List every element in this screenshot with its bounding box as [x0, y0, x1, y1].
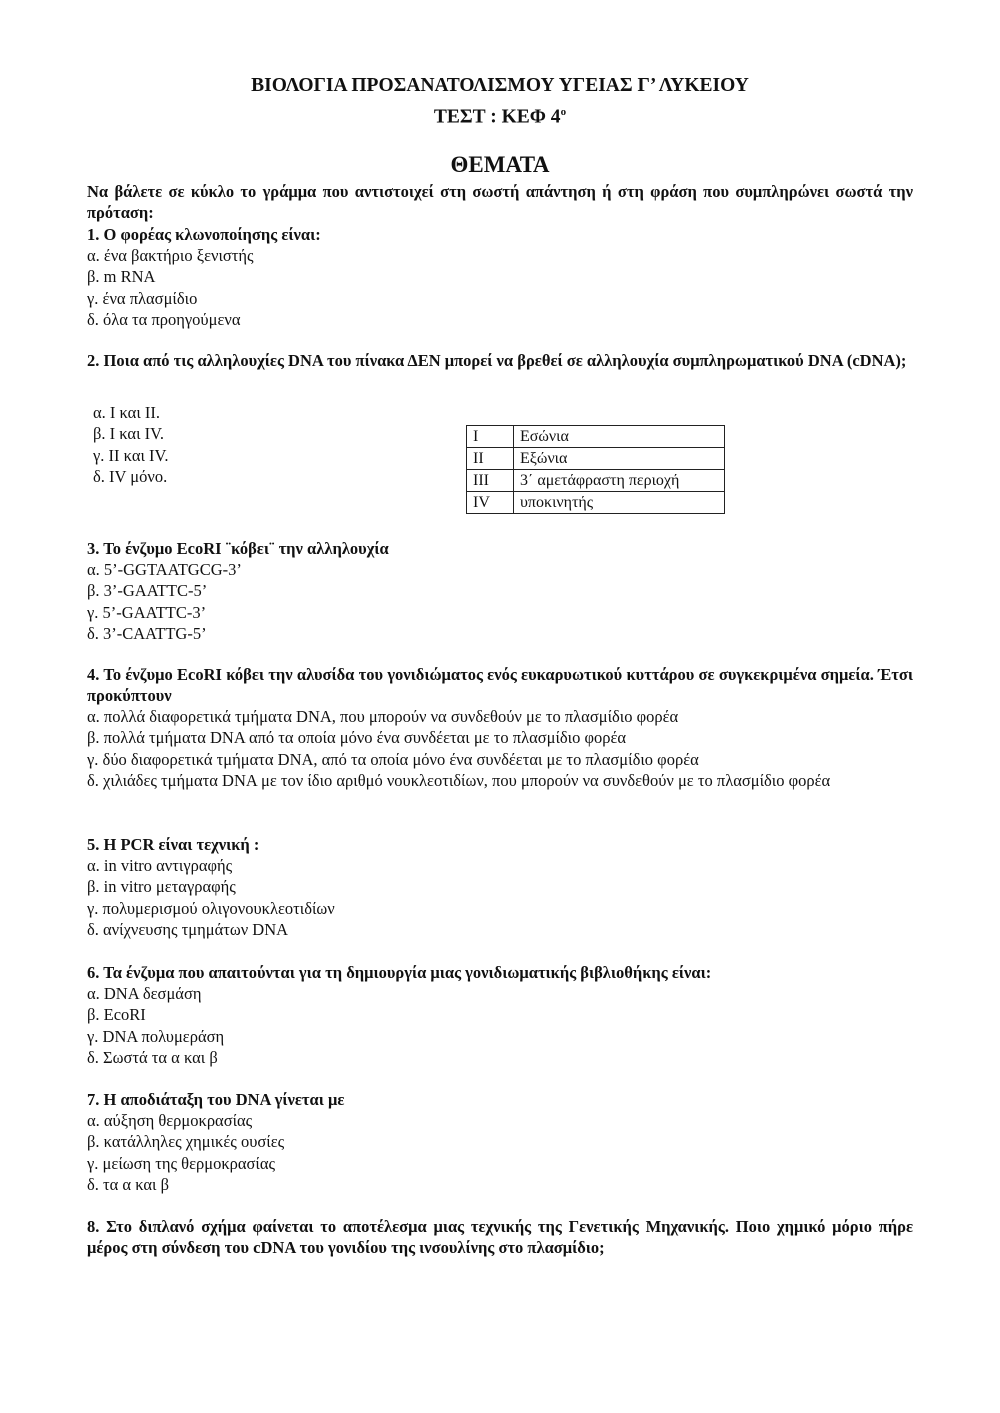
header-test-label: ΤΕΣΤ : ΚΕΦ 4: [433, 106, 561, 128]
option-b[interactable]: β. I και IV.: [93, 424, 165, 444]
question-stem: 2. Ποια από τις αλληλουχίες DNA του πίνακα ΔΕΝ μπορεί να βρεθεί σε αλληλουχία συμπληρωματικού DNA (cDNA);: [87, 351, 907, 370]
row-number: II: [467, 448, 514, 470]
dna-sequences-table: [466, 425, 725, 514]
option-a[interactable]: α. αύξηση θερμοκρασίας: [87, 1111, 253, 1130]
option-c[interactable]: γ. 5’-GAATTC-3’: [87, 602, 207, 622]
row-number: III: [467, 470, 514, 492]
row-label: υποκινητής: [514, 492, 725, 514]
row-label: Εσώνια: [514, 426, 725, 448]
row-label: 3΄ αμετάφραστη περιοχή: [514, 470, 725, 492]
option-b[interactable]: β. κατάλληλες χημικές ουσίες: [87, 1132, 285, 1152]
question-1: [87, 224, 913, 330]
option-c[interactable]: γ. μείωση της θερμοκρασίας: [87, 1153, 276, 1173]
option-c[interactable]: γ. DNA πολυμεράση: [87, 1026, 225, 1046]
table-row: [467, 448, 725, 470]
question-3: [87, 538, 913, 644]
option-d[interactable]: δ. χιλιάδες τμήματα DNA με τον ίδιο αριθμό νουκλεοτιδίων, που μπορούν να συνδεθούν με το πλασμίδιο φορέα: [87, 770, 831, 790]
option-b[interactable]: β. m RNA: [87, 267, 156, 287]
question-stem: 4. Το ένζυμο EcoRI κόβει την αλυσίδα του γονιδιώματος ενός ευκαρυωτικού κυττάρου σε συγκεκριμένα σημεία. Έτσι προκύπτουν: [87, 665, 913, 705]
table-row: [467, 426, 725, 448]
option-a[interactable]: α. πολλά διαφορετικά τμήματα DNA, που μπορούν να συνδεθούν με το πλασμίδιο φορέα: [87, 707, 679, 726]
option-c[interactable]: γ. ένα πλασμίδιο: [87, 288, 198, 308]
option-b[interactable]: β. EcoRI: [87, 1005, 146, 1025]
option-a[interactable]: α. DNA δεσμάση: [87, 984, 202, 1003]
row-label: Εξώνια: [514, 448, 725, 470]
option-a[interactable]: α. I και II.: [93, 403, 161, 422]
option-c[interactable]: γ. δύο διαφορετικά τμήματα DNA, από τα οποία μόνο ένα συνδέεται με το πλασμίδιο φορέα: [87, 749, 699, 769]
table-row: [467, 492, 725, 514]
question-stem: 5. Η PCR είναι τεχνική :: [87, 835, 260, 854]
question-7: [87, 1089, 913, 1195]
option-c[interactable]: γ. πολυμερισμού ολιγονουκλεοτιδίων: [87, 898, 335, 918]
option-d[interactable]: δ. τα α και β: [87, 1174, 169, 1194]
section-title: ΘΕΜΑΤΑ: [450, 152, 550, 177]
option-c[interactable]: γ. II και IV.: [93, 445, 169, 465]
option-d[interactable]: δ. ανίχνευσης τμημάτων DNA: [87, 919, 289, 939]
option-a[interactable]: α. ένα βακτήριο ξενιστής: [87, 246, 254, 265]
question-2: [87, 350, 913, 371]
option-d[interactable]: δ. IV μόνο.: [93, 466, 168, 486]
question-5: [87, 834, 913, 940]
question-stem: 1. Ο φορέας κλωνοποίησης είναι:: [87, 225, 321, 244]
option-d[interactable]: δ. Σωστά τα α και β: [87, 1047, 218, 1067]
question-stem: 7. Η αποδιάταξη του DNA γίνεται με: [87, 1090, 345, 1109]
instructions: Να βάλετε σε κύκλο το γράμμα που αντιστοιχεί στη σωστή απάντηση ή στη φράση που συμπληρώνει σωστά την πρόταση:: [87, 182, 913, 222]
option-d[interactable]: δ. 3’-CAATTG-5’: [87, 623, 207, 643]
header-subject: ΒΙΟΛΟΓΙΑ ΠΡΟΣΑΝΑΤΟΛΙΣΜΟΥ ΥΓΕΙΑΣ Γ’ ΛΥΚΕΙΟΥ: [251, 75, 749, 96]
option-b[interactable]: β. in vitro μεταγραφής: [87, 877, 236, 897]
question-4: [87, 664, 913, 791]
question-stem: 8. Στο διπλανό σχήμα φαίνεται το αποτέλεσμα μιας τεχνικής της Γενετικής Μηχανικής. Ποιο χημικό μόριο πήρε μέρος στη σύνδεση του cDNA του γονιδίου της ινσουλίνης στο πλασμίδιο;: [87, 1217, 913, 1257]
row-number: IV: [467, 492, 514, 514]
question-stem: 6. Τα ένζυμα που απαιτούνται για τη δημιουργία μιας γονιδιωματικής βιβλιοθήκης είναι:: [87, 963, 712, 982]
question-6: [87, 962, 913, 1068]
option-b[interactable]: β. 3’-GAATTC-5’: [87, 581, 208, 601]
option-b[interactable]: β. πολλά τμήματα DNA από τα οποία μόνο ένα συνδέεται με το πλασμίδιο φορέα: [87, 728, 627, 748]
option-a[interactable]: α. in vitro αντιγραφής: [87, 856, 233, 875]
row-number: I: [467, 426, 514, 448]
option-d[interactable]: δ. όλα τα προηγούμενα: [87, 309, 241, 329]
question-stem: 3. Το ένζυμο EcoRI ¨κόβει¨ την αλληλουχία: [87, 539, 389, 558]
header-ordinal: ο: [560, 106, 567, 118]
table-row: [467, 470, 725, 492]
question-8: [87, 1216, 913, 1258]
header-test-title: [0, 99, 1000, 131]
page-header: [0, 73, 1000, 131]
option-a[interactable]: α. 5’-GGTAATGCG-3’: [87, 560, 242, 579]
